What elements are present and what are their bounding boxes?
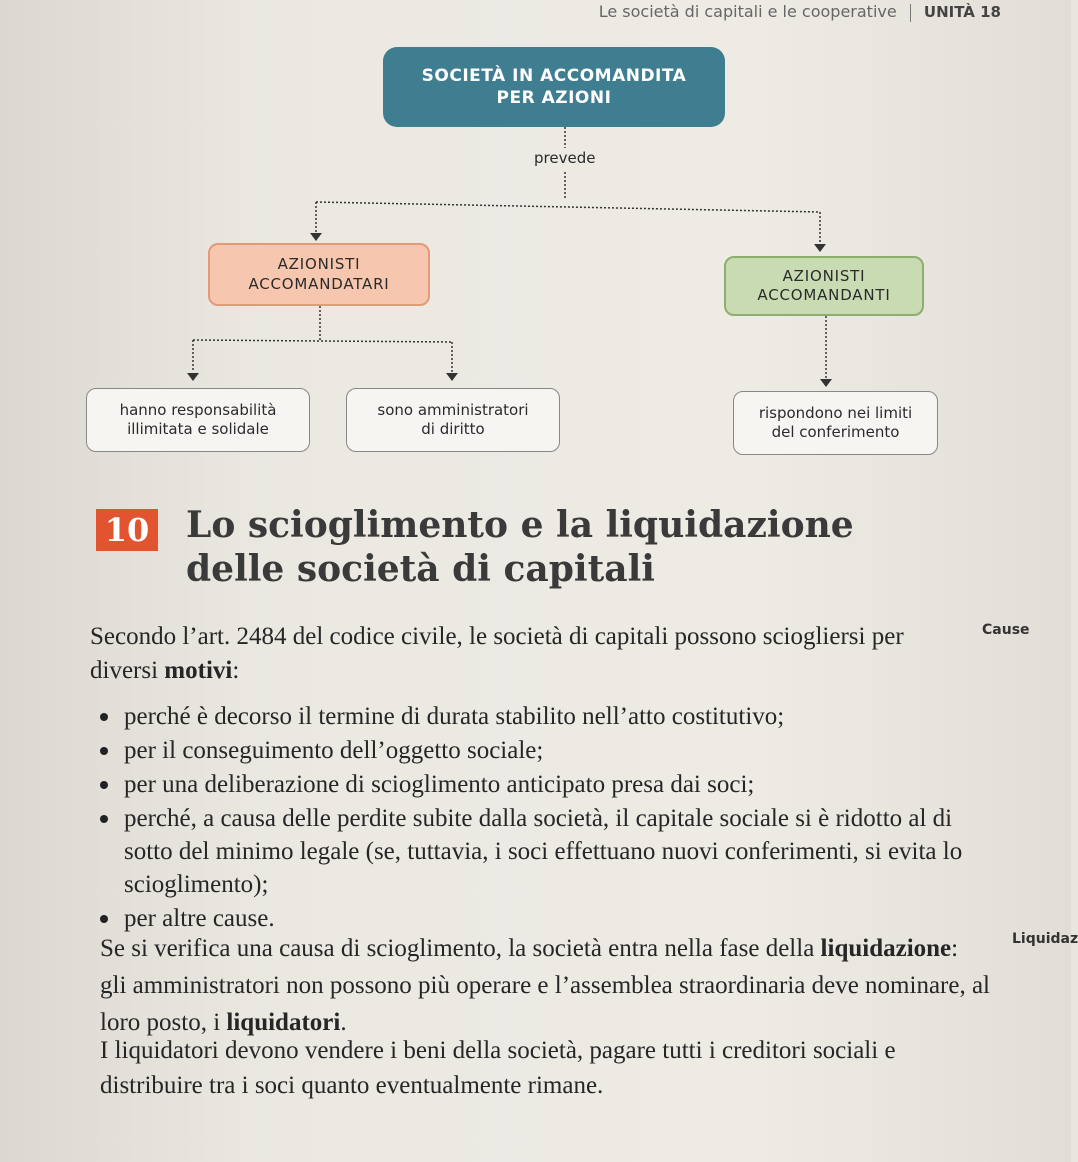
list-item: perché, a causa delle perdite subite dalla società, il capitale sociale si è ridotto al di sotto del minimo legale (se, tuttavia, i soci effettuano nuovi conferimenti, si evita lo scioglimento); [100,802,980,901]
leaf-amministratori [346,388,560,452]
section-title-line2: delle società di capitali [186,548,655,590]
liquidation-text-1: Se si verifica una causa di scioglimento, la società entra nella fase della [100,935,821,962]
section-number: 10 [96,509,158,551]
liquidation-bold-liquidazione: liquidazione [820,935,952,962]
leaf-limiti-line1: rispondono nei limiti [758,403,913,422]
section-title-line1: Lo scioglimento e la liquidazione [186,504,854,546]
liquidation-paragraph [100,930,990,1041]
list-item: per altre cause. [100,902,980,935]
node-azionisti-accomandanti [724,256,924,316]
intro-end: : [232,657,240,684]
intro-bold-motivi: motivi [164,657,233,684]
node-accomandatari-line2: ACCOMANDATARI [248,274,390,293]
leaf-amministratori-line2: di diritto [421,420,485,438]
leaf-limiti-line2: del conferimento [771,423,900,441]
margin-note-cause: Cause [982,622,1030,638]
list-item: per una deliberazione di scioglimento anticipato presa dai soci; [100,768,980,801]
node-azionisti-accomandatari [208,243,430,306]
leaf-responsabilita [86,388,310,452]
causes-list [100,700,980,936]
root-node-sapa [383,47,725,127]
node-accomandatari-line1: AZIONISTI [277,255,361,273]
list-item: perché è decorso il termine di durata stabilito nell’atto costitutivo; [100,700,980,733]
liquidation-text-3: . [340,1009,347,1036]
root-node-line2: PER AZIONI [496,88,612,108]
node-accomandanti-line2: ACCOMANDANTI [757,286,891,304]
root-node-line1: SOCIETÀ IN ACCOMANDITA [421,65,687,86]
leaf-amministratori-line1: sono amministratori [377,400,529,419]
leaf-responsabilita-line1: hanno responsabilità [119,400,277,419]
liquidation-bold-liquidatori: liquidatori [226,1009,341,1036]
intro-paragraph [90,620,960,688]
header-unit: UNITÀ 18 [923,3,1001,21]
list-item: per il conseguimento dell’oggetto sociale; [100,734,980,767]
link-label-prevede: prevede [534,149,596,167]
leaf-limiti-conferimento [733,391,938,455]
closing-paragraph: I liquidatori devono vendere i beni della società, pagare tutti i creditori sociali e distribuire tra i soci quanto eventualmente rimane. [100,1037,896,1099]
leaf-responsabilita-line2: illimitata e solidale [127,420,269,438]
header-chapter-title: Le società di capitali e le cooperative [598,2,897,21]
liquidation-text-2: : gli amministratori non possono più operare e l’assemblea straordinaria deve nominare, al loro posto, i [100,935,991,1036]
margin-note-liquidazione: Liquidaz [1012,931,1078,947]
section-title [186,503,854,591]
intro-text: Secondo l’art. 2484 del codice civile, le società di capitali possono sciogliersi per diversi [90,623,904,684]
node-accomandanti-line1: AZIONISTI [782,266,866,285]
